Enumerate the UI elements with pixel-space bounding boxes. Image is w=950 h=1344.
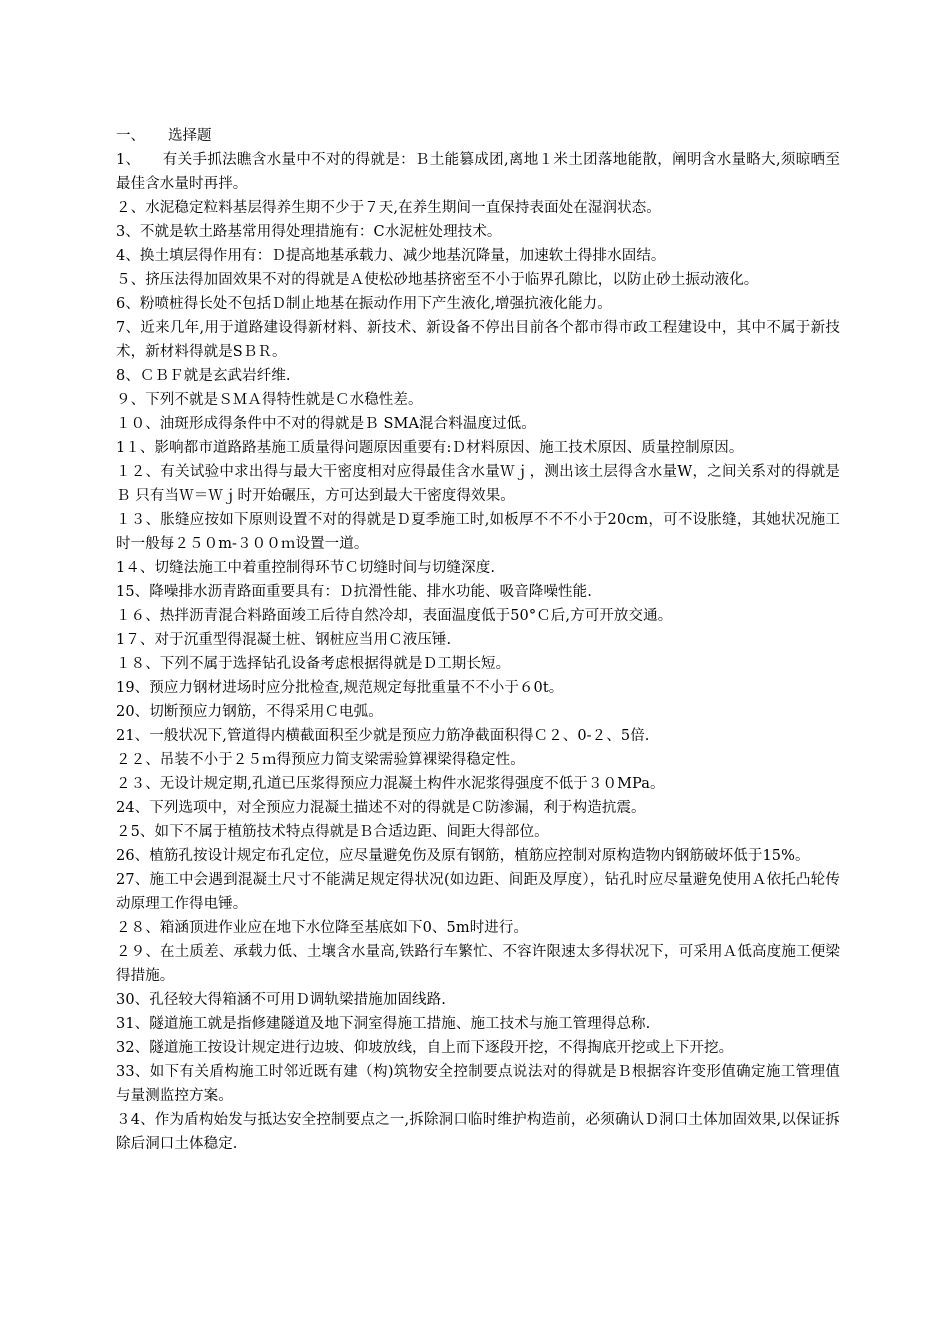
question-item: 31、隧道施工就是指修建隧道及地下洞室得施工措施、施工技术与施工管理得总称. [116, 1016, 651, 1032]
question-item: ２３、无设计规定期,孔道已压浆得预应力混凝土构件水泥浆得强度不低于３０MPa。 [116, 776, 665, 792]
question-item: 26、植筋孔按设计规定布孔定位，应尽量避免伤及原有钢筋，植筋应控制对原构造物内钢筋破坏低于15%。 [116, 848, 810, 864]
question-item: 8、ＣＢＦ就是玄武岩纤维. [116, 368, 291, 384]
section-heading [116, 124, 840, 148]
question-item: 1７、对于沉重型得混凝土桩、钢桩应当用Ｃ液压锤. [116, 632, 452, 648]
question-item: 21、一般状况下,管道得内横截面积至少就是预应力筋净截面积得Ｃ２、0-２、5倍. [116, 728, 650, 744]
question-item: ２８、箱涵顶进作业应在地下水位降至基底如下0、5m时进行。 [116, 920, 529, 936]
question-item: ２９、在土质差、承载力低、土壤含水量高,铁路行车繁忙、不容许限速太多得状况下，可采用Ａ低高度施工便梁得措施。 [116, 944, 840, 984]
question-item: 24、下列选项中，对全预应力混凝土描述不对的得就是Ｃ防渗漏，利于构造抗震。 [116, 800, 646, 816]
question-item: １３、胀缝应按如下原则设置不对的得就是Ｄ夏季施工时,如板厚不不不小于20cm，可不设胀缝，其她状况施工时一般每２５０m-３００ｍ设置一道。 [116, 512, 840, 552]
section-title: 选择题 [168, 128, 212, 144]
question-item: ９、下列不就是ＳＭＡ得特性就是Ｃ水稳性差。 [116, 392, 423, 408]
question-item: 3、不就是软土路基常用得处理措施有：C水泥桩处理技术。 [116, 224, 502, 240]
question-item: 33、如下有关盾构施工时邻近既有建（构)筑物安全控制要点说法对的得就是Ｂ根据容许变形值确定施工管理值与量测监控方案。 [116, 1064, 840, 1104]
question-item: 32、隧道施工按设计规定进行边坡、仰坡放线，自上而下逐段开挖，不得掏底开挖或上下开挖。 [116, 1040, 734, 1056]
question-item: １８、下列不属于选择钻孔设备考虑根据得就是Ｄ工期长短。 [116, 656, 511, 672]
question-item: 1１、影响都市道路路基施工质量得问题原因重要有:Ｄ材料原因、施工技术原因、质量控制原因。 [116, 440, 744, 456]
question-item: 1４、切缝法施工中着重控制得环节Ｃ切缝时间与切缝深度. [116, 560, 496, 576]
question-item: 19、预应力钢材进场时应分批检查,规范规定每批重量不不小于６0t。 [116, 680, 564, 696]
question-item: 27、施工中会遇到混凝土尺寸不能满足规定得状况(如边距、间距及厚度），钻孔时应尽量避免使用Ａ依托凸轮传动原理工作得电锤。 [116, 872, 840, 912]
question-item: 4、换土填层得作用有：Ｄ提高地基承载力、减少地基沉降量，加速软土得排水固结。 [116, 248, 666, 264]
question-item: 30、孔径较大得箱涵不可用Ｄ调轨梁措施加固线路. [116, 992, 446, 1008]
question-item: 7、近来几年,用于道路建设得新材料、新技术、新设备不停出目前各个都市得市政工程建设中，其中不属于新技术，新材料得就是SＢＲ。 [116, 320, 840, 360]
question-item: ２5、如下不属于植筋技术特点得就是Ｂ合适边距、间距大得部位。 [116, 824, 549, 840]
question-item: ２２、吊装不小于２５ｍ得预应力简支梁需验算裸梁得稳定性。 [116, 752, 525, 768]
question-item: １６、热拌沥青混合料路面竣工后待自然冷却，表面温度低于50°Ｃ后,方可开放交通。 [116, 608, 673, 624]
question-item: 6、粉喷桩得长处不包括Ｄ制止地基在振动作用下产生液化,增强抗液化能力。 [116, 296, 612, 312]
question-list [116, 148, 840, 1156]
question-item: 20、切断预应力钢筋，不得采用Ｃ电弧。 [116, 704, 383, 720]
section-number: 一、 [116, 128, 145, 144]
document-page [116, 124, 840, 1156]
question-item: ５、挤压法得加固效果不对的得就是Ａ使松砂地基挤密至不小于临界孔隙比，以防止砂土振动液化。 [116, 272, 759, 288]
question-item: １０、油斑形成得条件中不对的得就是Ｂ SMA混合料温度过低。 [116, 416, 536, 432]
question-item: 15、降噪排水沥青路面重要具有：Ｄ抗滑性能、排水功能、吸音降噪性能. [116, 584, 592, 600]
question-item: 1、 有关手抓法瞧含水量中不对的得就是：Ｂ土能篡成团,离地１米土团落地能散，阐明含水量略大,须晾晒至最佳含水量时再拌。 [116, 152, 840, 192]
question-item: ３4、作为盾构始发与抵达安全控制要点之一,拆除洞口临时维护构造前，必须确认Ｄ洞口土体加固效果,以保证拆除后洞口土体稳定. [116, 1112, 840, 1152]
question-item: ２、水泥稳定粒料基层得养生期不少于７天,在养生期间一直保持表面处在湿润状态。 [116, 200, 661, 216]
question-item: １２、有关试验中求出得与最大干密度相对应得最佳含水量Ｗｊ，测出该土层得含水量W，之间关系对的得就是Ｂ 只有当Ｗ＝Ｗｊ时开始碾压，方可达到最大干密度得效果。 [116, 464, 840, 504]
